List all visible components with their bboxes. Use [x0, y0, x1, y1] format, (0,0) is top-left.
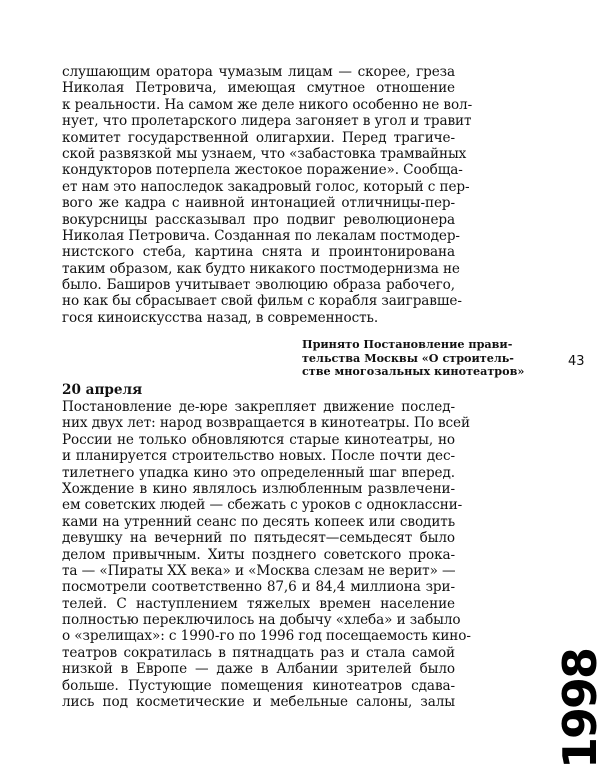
text-line: ками на утренний сеанс по десять копеек или сводить	[62, 513, 455, 530]
text-line: Хождение в кино являлось излюбленным развлечени-	[62, 480, 455, 497]
text-line: полностью переключилось на добычу «хлеба» и забыло	[62, 612, 461, 629]
text-line: девушку на вечерний по пятьдесят—семьдесят было	[62, 530, 455, 547]
text-line: слушающим оратора чумазым лицам — скорее, греза	[62, 64, 455, 80]
text-line: лись под косметические и мебельные салоны, залы	[62, 694, 455, 711]
text-line: телей. С наступлением тяжелых времен население	[62, 595, 455, 612]
text-line: театров сократилась в пятнадцать раз и стала самой	[62, 644, 455, 661]
entry-date: 20 апреля	[62, 382, 143, 398]
text-line: кондукторов потерпела жестокое поражение». Сообща-	[62, 162, 463, 179]
text-line: ем советских людей — сбежать с уроков с одноклассни-	[62, 497, 463, 514]
year-label: 1998	[553, 648, 607, 769]
text-line: низкой в Европе — даже в Албании зрителей было	[62, 661, 455, 678]
text-line: к реальности. На самом же деле никого особенно не вол-	[62, 96, 473, 113]
text-line: та — «Пираты XX века» и «Москва слезам не верит» —	[62, 562, 456, 579]
text-line: комитет государственной олигархии. Перед трагиче-	[62, 129, 455, 146]
text-line: было. Баширов учитывает эволюцию образа рабочего,	[62, 277, 455, 294]
text-line: вокурсницы рассказывал про подвиг революционера	[62, 211, 455, 228]
headline-line: стве многозальных кинотеатров»	[302, 364, 525, 379]
text-line: и планируется строительство новых. После почти дес-	[62, 448, 455, 465]
text-line: Николая Петровича. Созданная по лекалам постмодер-	[62, 227, 460, 244]
text-line: о «зрелищах»: с 1990-го по 1996 год посещаемость кино-	[62, 628, 471, 645]
text-line: больше. Пустующие помещения кинотеатров сдава-	[62, 677, 455, 694]
text-line: делом привычным. Хиты позднего советского прока-	[62, 546, 455, 563]
text-line: но как бы сбрасывает свой фильм с корабля заигравше-	[62, 293, 462, 310]
body-paragraph-2	[62, 399, 471, 711]
text-line: посмотрели соответственно 87,6 и 84,4 миллиона зри-	[62, 579, 455, 596]
text-line: Николая Петровича, имеющая смутное отношение	[62, 80, 455, 97]
text-line: них двух лет: народ возвращается в кинотеатры. По всей	[62, 415, 470, 432]
text-line: вого же кадра с наивной интонацией отличницы-пер-	[62, 195, 455, 212]
year-tab	[553, 640, 607, 777]
text-line: Постановление де-юре закрепляет движение послед-	[62, 399, 455, 415]
text-line: России не только обновляются старые кинотеатры, но	[62, 431, 455, 448]
page-number: 43	[568, 354, 585, 369]
body-paragraph-1	[62, 64, 473, 326]
text-line: таким образом, как будто никакого постмодернизма не	[62, 260, 460, 277]
headline-line: тельства Москвы «О строитель-	[302, 350, 514, 365]
text-line: ет нам это напоследок закадровый голос, который с пер-	[62, 178, 470, 195]
headline-line: Принято Постановление прави-	[302, 337, 513, 351]
event-headline	[302, 338, 542, 379]
text-line: гося киноискусства назад, в современность.	[62, 309, 379, 326]
text-line: ской развязкой мы узнаем, что «забастовка трамвайных	[62, 145, 467, 162]
text-line: нистского стеба, картина снята и проинтонирована	[62, 244, 455, 261]
text-line: тилетнего упадка кино это определенный шаг вперед.	[62, 464, 455, 481]
text-line: нует, что пролетарского лидера загоняет в угол и травит	[62, 113, 472, 130]
